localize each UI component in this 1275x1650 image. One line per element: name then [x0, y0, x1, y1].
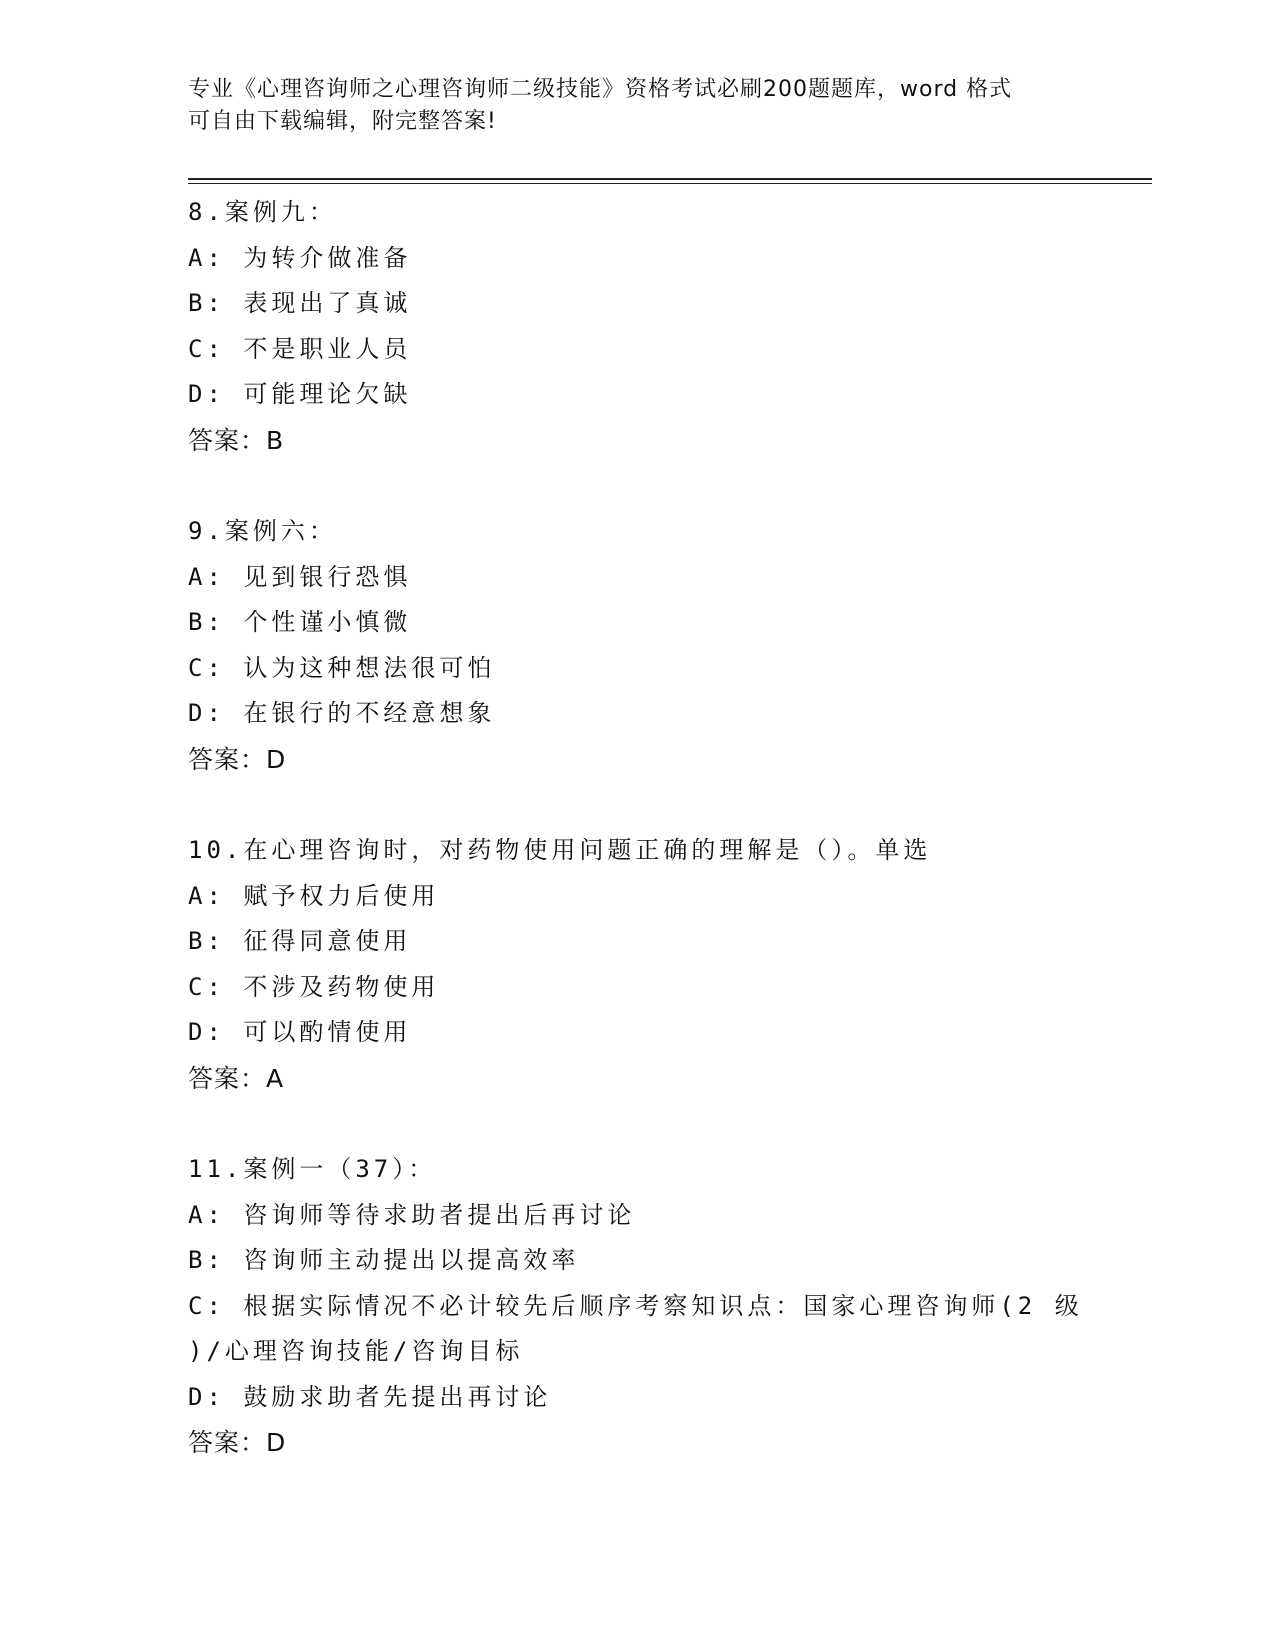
option-c: C: 不涉及药物使用 — [188, 972, 440, 1001]
option-d: D: 可能理论欠缺 — [188, 380, 412, 408]
header-divider-thick — [188, 178, 1152, 180]
option-b: B: 表现出了真诚 — [188, 289, 412, 317]
answer: 答案：A — [188, 1063, 285, 1093]
answer: 答案：D — [188, 744, 287, 774]
question-title: 10.在心理咨询时，对药物使用问题正确的理解是（）。单选 — [188, 836, 932, 864]
option-a: A: 为转介做准备 — [188, 243, 412, 272]
option-c: C: 根据实际情况不必计较先后顺序考察知识点：国家心理咨询师(2 级 — [188, 1291, 1083, 1320]
option-a: A: 见到银行恐惧 — [188, 562, 412, 591]
header-line-1: 专业《心理咨询师之心理咨询师二级技能》资格考试必刷200题题库，word 格式 — [188, 77, 1013, 102]
question-title: 8.案例九： — [188, 198, 337, 226]
answer: 答案：D — [188, 1428, 287, 1457]
question-title: 9.案例六： — [188, 517, 337, 545]
answer: 答案：B — [188, 425, 285, 455]
option-d: D: 在银行的不经意想象 — [188, 699, 496, 727]
option-d: D: 鼓励求助者先提出再讨论 — [188, 1382, 552, 1411]
question-8 — [188, 190, 1152, 463]
option-a: A: 赋予权力后使用 — [188, 881, 440, 910]
option-c: C: 认为这种想法很可怕 — [188, 653, 496, 682]
document-header — [188, 74, 1078, 138]
question-title: 11.案例一（37）： — [188, 1155, 437, 1183]
question-11 — [188, 1147, 1152, 1466]
option-b: B: 征得同意使用 — [188, 927, 412, 955]
header-line-2: 可自由下载编辑，附完整答案! — [188, 109, 497, 134]
header-divider-thin — [188, 183, 1152, 184]
option-d: D: 可以酌情使用 — [188, 1018, 412, 1046]
question-list — [188, 190, 1152, 1512]
option-a: A: 咨询师等待求助者提出后再讨论 — [188, 1200, 636, 1229]
option-b: B: 咨询师主动提出以提高效率 — [188, 1246, 580, 1274]
option-b: B: 个性谨小慎微 — [188, 608, 412, 636]
option-c-continued: )/心理咨询技能/咨询目标 — [188, 1337, 524, 1365]
option-c: C: 不是职业人员 — [188, 334, 412, 363]
question-10 — [188, 828, 1152, 1101]
question-9 — [188, 509, 1152, 782]
